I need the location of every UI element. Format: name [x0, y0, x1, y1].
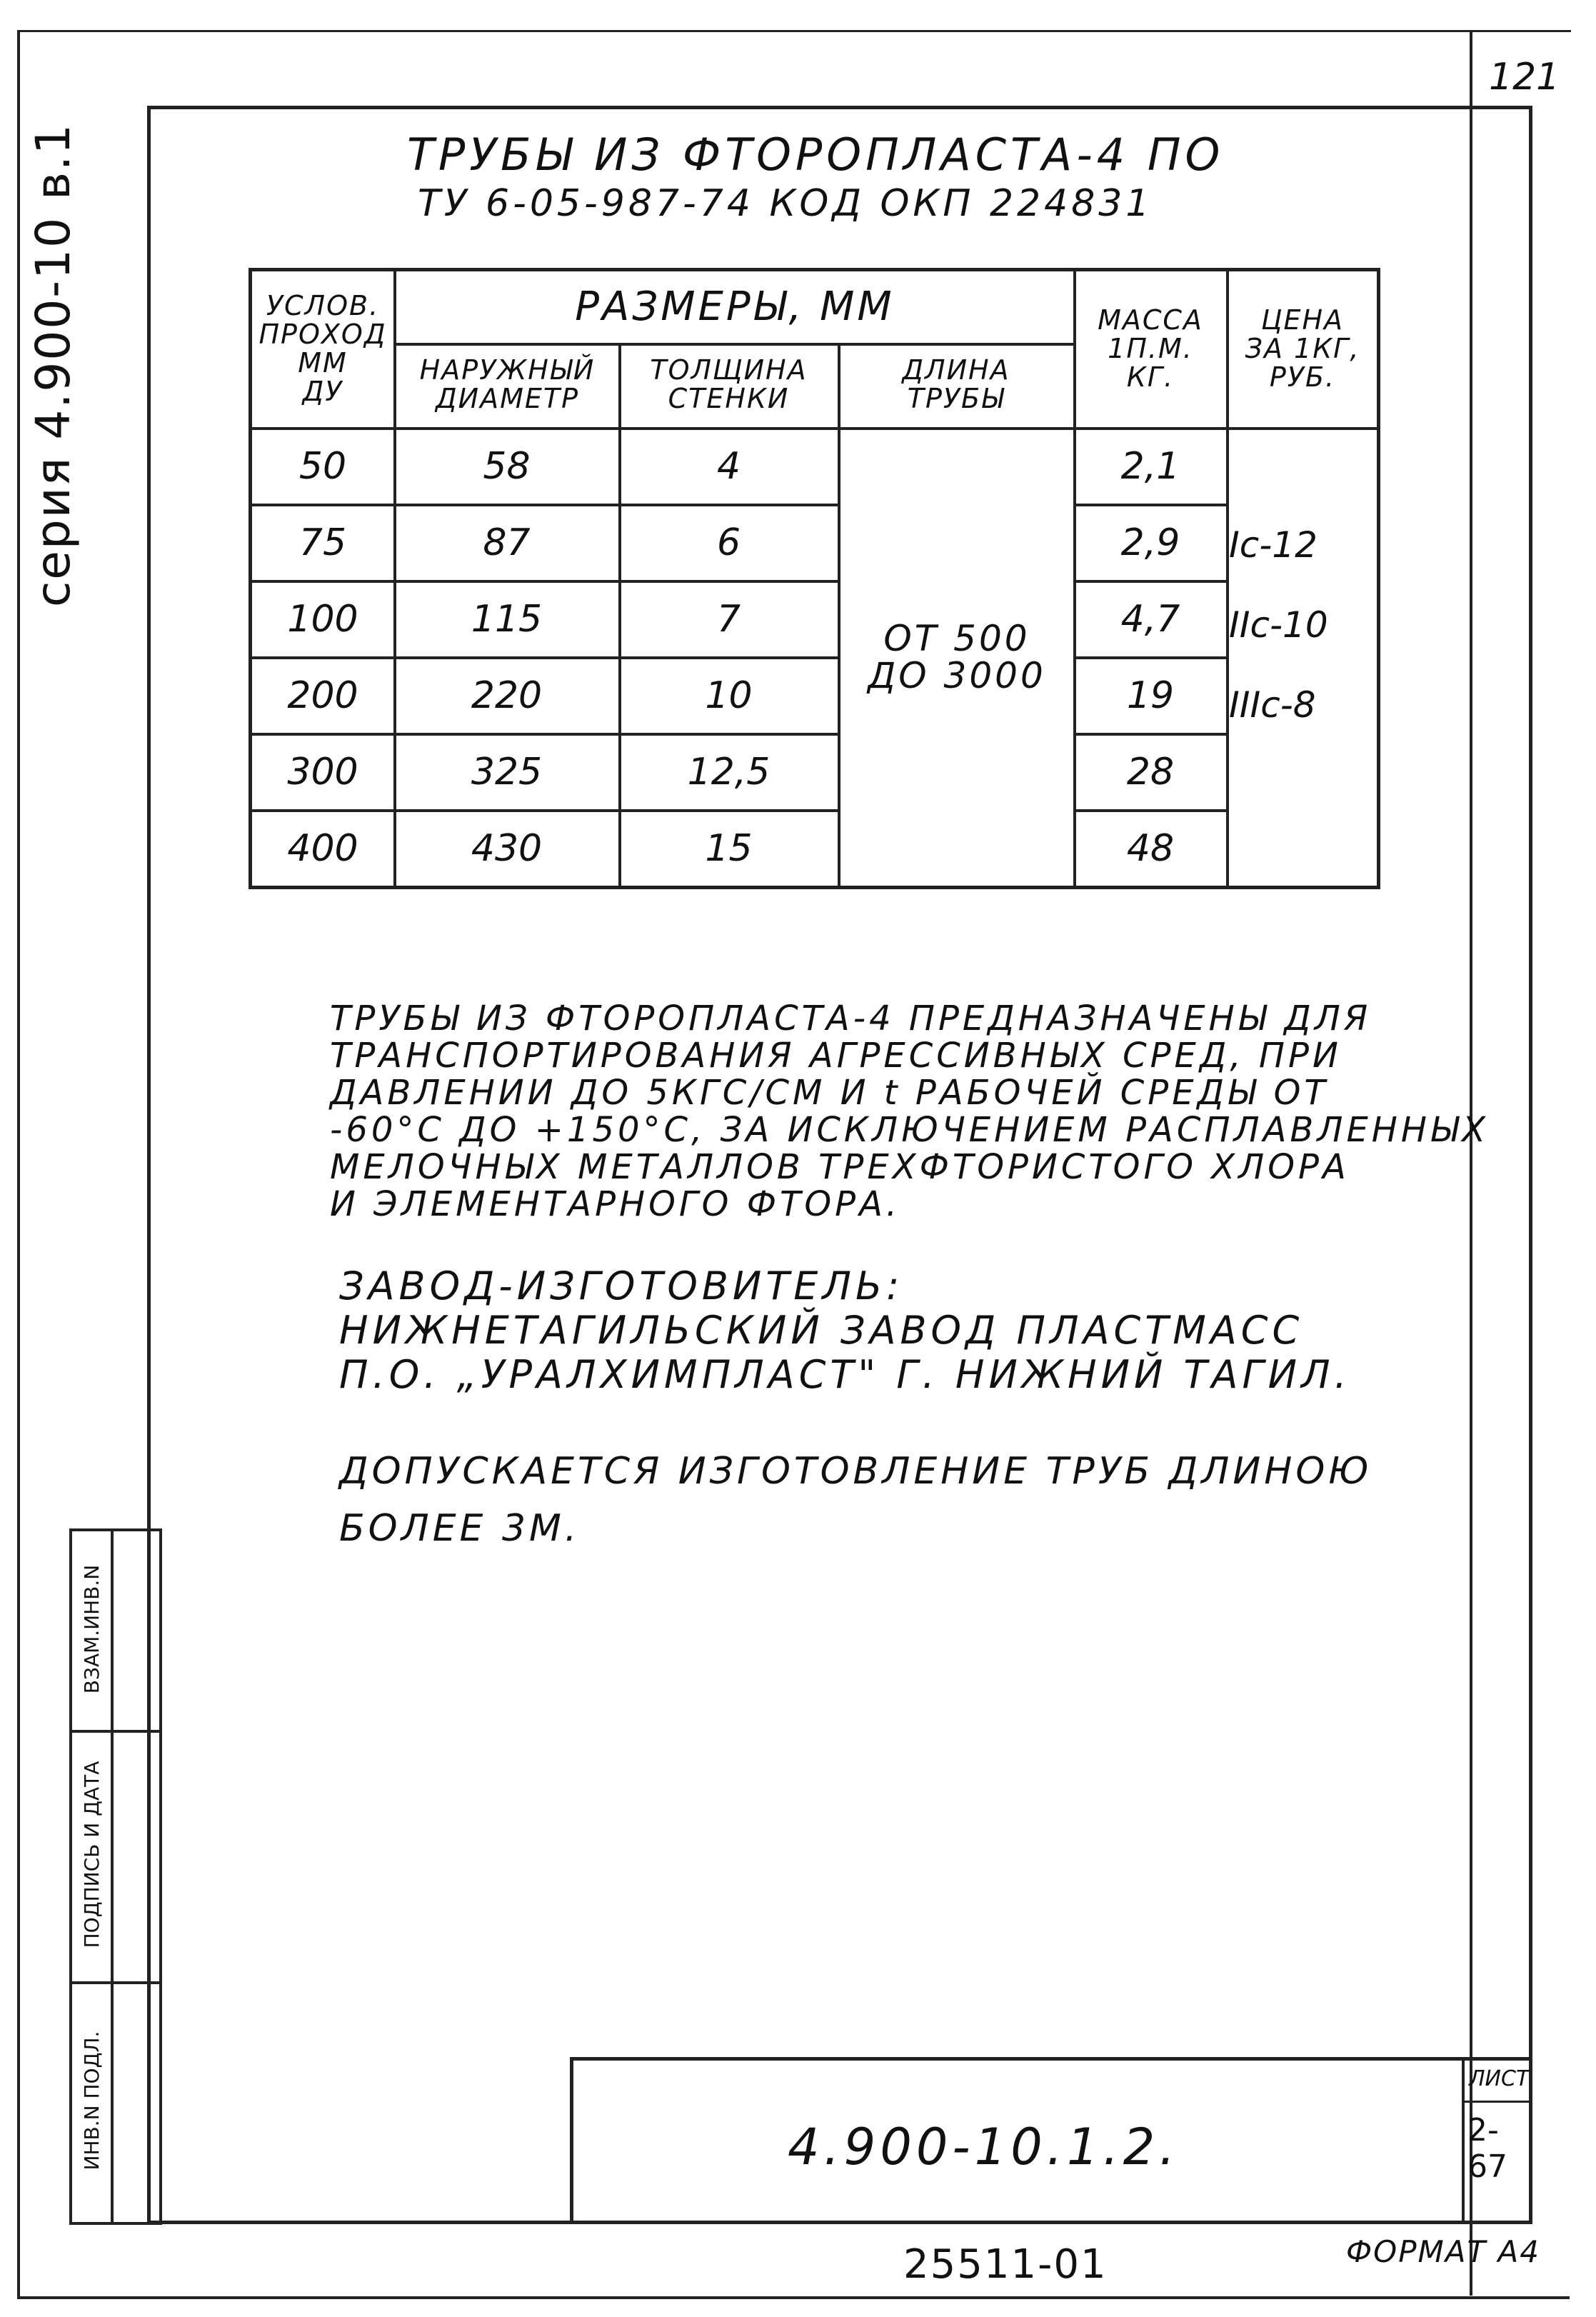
- header-text: КГ.: [1126, 361, 1175, 393]
- cell-du: 50: [298, 445, 347, 489]
- header-outer-diameter: [395, 343, 620, 427]
- cell-mass: 48: [1126, 827, 1175, 871]
- sheet-label: ЛИСТ: [1469, 2066, 1530, 2091]
- length-to: ДО 3000: [868, 655, 1046, 696]
- header-text: УСЛОВ.: [266, 290, 380, 322]
- manufacturer-line: П.О. „УРАЛХИМПЛАСТ" Г. НИЖНИЙ ТАГИЛ.: [339, 1352, 1351, 1397]
- cell-outer-diameter: 58: [483, 445, 531, 489]
- cell-wall: 10: [705, 674, 753, 718]
- header-mass: [1075, 271, 1226, 427]
- header-text: 1П.М.: [1108, 333, 1193, 365]
- header-nominal-bore: [252, 271, 393, 427]
- paragraph-line: ДАВЛЕНИИ ДО 5КГС/СМ И t РАБОЧЕЙ СРЕДЫ ОТ: [330, 1073, 1329, 1113]
- sheet-divider: [1465, 2101, 1529, 2103]
- cell-du: 400: [287, 827, 358, 871]
- manufacturer-line: НИЖНЕТАГИЛЬСКИЙ ЗАВОД ПЛАСТМАСС: [339, 1308, 1304, 1353]
- cell-price-grades: [1229, 507, 1379, 743]
- paragraph-line: МЕЛОЧНЫХ МЕТАЛЛОВ ТРЕХФТОРИСТОГО ХЛОРА: [330, 1147, 1350, 1187]
- paragraph-line: -60°С ДО +150°С, ЗА ИСКЛЮЧЕНИЕМ РАСПЛАВЛЕННЫХ: [330, 1110, 1490, 1150]
- cell-du: 75: [298, 521, 347, 565]
- header-text: НАРУЖНЫЙ: [419, 354, 596, 386]
- pipe-spec-table: [249, 268, 1380, 889]
- side-label-replaces-inv: ВЗАМ.ИНВ.N: [80, 1564, 104, 1694]
- cell-du: 100: [287, 598, 358, 641]
- cell-wall: 15: [705, 827, 753, 871]
- paragraph-line: И ЭЛЕМЕНТАРНОГО ФТОРА.: [330, 1184, 901, 1224]
- header-sizes-group: РАЗМЕРЫ, ММ: [575, 283, 895, 330]
- cell-mass: 28: [1126, 751, 1175, 794]
- cell-outer-diameter: 87: [483, 521, 531, 565]
- cell-du: 200: [287, 674, 358, 718]
- document-code: 4.900-10.1.2.: [788, 2118, 1180, 2176]
- cell-wall: 4: [716, 445, 741, 489]
- format-label: ФОРМАТ А4: [1346, 2234, 1540, 2269]
- header-text: ТОЛЩИНА: [650, 354, 808, 386]
- header-text: РУБ.: [1269, 361, 1336, 393]
- allowance-note: [339, 1443, 1372, 1557]
- paragraph-line: ТРАНСПОРТИРОВАНИЯ АГРЕССИВНЫХ СРЕД, ПРИ: [330, 1036, 1342, 1076]
- header-price: [1228, 271, 1377, 427]
- cell-wall: 7: [716, 598, 741, 641]
- cell-mass: 19: [1126, 674, 1175, 718]
- header-wall-thickness: [620, 343, 838, 427]
- price-grade-1: Iс-12: [1229, 524, 1318, 566]
- series-label: серия 4.900-10 в.1: [26, 123, 81, 607]
- document-subtitle: ТУ 6-05-987-74 КОД ОКП 224831: [418, 182, 1153, 225]
- cell-mass: 2,1: [1120, 445, 1180, 489]
- manufacturer-line: ЗАВОД-ИЗГОТОВИТЕЛЬ:: [339, 1263, 904, 1308]
- header-text: ММ: [298, 347, 348, 379]
- length-from: ОТ 500: [883, 617, 1030, 659]
- price-grade-3: IIIс-8: [1229, 684, 1316, 726]
- header-text: ЦЕНА: [1260, 304, 1345, 336]
- header-text: СТЕНКИ: [668, 383, 790, 414]
- header-text: ДЛИНА: [902, 354, 1010, 386]
- document-title: ТРУБЫ ИЗ ФТОРОПЛАСТА-4 ПО: [407, 129, 1225, 181]
- header-text: ТРУБЫ: [907, 383, 1005, 414]
- cell-outer-diameter: 115: [471, 598, 543, 641]
- allowance-line: БОЛЕЕ 3М.: [339, 1507, 581, 1550]
- description-paragraph: [330, 999, 1490, 1224]
- corner-rule: [1471, 30, 1571, 32]
- side-label-original-inv: ИНВ.N ПОДЛ.: [80, 2031, 104, 2171]
- side-label-signature-date: ПОДПИСЬ И ДАТА: [80, 1761, 104, 1948]
- header-text: ЗА 1КГ,: [1245, 333, 1360, 365]
- header-text: МАССА: [1098, 304, 1203, 336]
- manufacturer-block: [339, 1264, 1351, 1397]
- header-pipe-length: [839, 343, 1073, 427]
- page-number: 121: [1489, 56, 1560, 99]
- cell-mass: 4,7: [1120, 598, 1180, 641]
- paragraph-line: ТРУБЫ ИЗ ФТОРОПЛАСТА-4 ПРЕДНАЗНАЧЕНЫ ДЛЯ: [330, 999, 1372, 1039]
- header-text: ДИАМЕТР: [435, 383, 580, 414]
- archive-number: 25511-01: [903, 2241, 1108, 2288]
- price-grade-2: IIс-10: [1229, 604, 1328, 646]
- cell-du: 300: [287, 751, 358, 794]
- cell-outer-diameter: 430: [471, 827, 543, 871]
- cell-outer-diameter: 220: [471, 674, 543, 718]
- allowance-line: ДОПУСКАЕТСЯ ИЗГОТОВЛЕНИЕ ТРУБ ДЛИНОЮ: [339, 1450, 1372, 1493]
- header-text: ДУ: [302, 375, 343, 407]
- sheet-number: 2-67: [1467, 2112, 1507, 2185]
- sheet-number-box: [1462, 2061, 1529, 2221]
- header-text: ПРОХОД: [259, 319, 387, 351]
- cell-length-range: [840, 586, 1073, 729]
- title-block: [570, 2057, 1532, 2224]
- cell-outer-diameter: 325: [471, 751, 543, 794]
- side-stamp: [69, 1528, 162, 2225]
- cell-wall: 12,5: [687, 751, 771, 794]
- cell-mass: 2,9: [1120, 521, 1180, 565]
- cell-wall: 6: [716, 521, 741, 565]
